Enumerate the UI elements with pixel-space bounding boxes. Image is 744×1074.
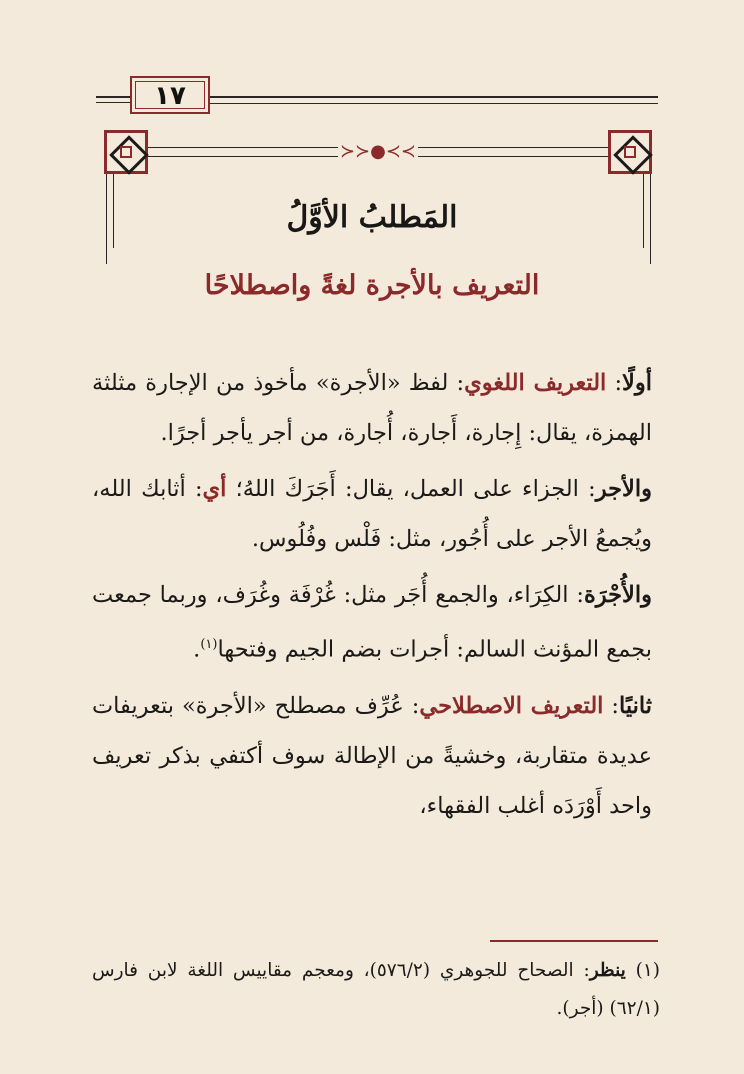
page-number: ١٧ [154, 81, 186, 111]
body-text [92, 358, 652, 837]
term-ujra: والأُجْرَة [583, 582, 652, 608]
term-linguistic-definition: التعريف اللغوي [464, 370, 607, 396]
colon: : [603, 692, 619, 719]
paragraph-ajr [92, 464, 652, 564]
term-technical-definition: التعريف الاصطلاحي [419, 692, 604, 719]
footnote-rule [490, 940, 658, 942]
ornament-left-icon [104, 130, 148, 174]
paragraph-3-text: : الكِرَاء، والجمع أُجَر مثل: غُرْفَة وغُرَف، وربما جمعت بجمع المؤنث السالم: أجرات بضم الجيم وفتحها [92, 582, 652, 663]
footnote-ref[interactable]: (١) [200, 637, 218, 652]
center-flourish-icon: ≻≻●≺≺ [339, 141, 417, 162]
colon: : [606, 370, 623, 396]
term-ajr: والأجر [595, 476, 652, 502]
lead-second: ثانيًا [618, 692, 653, 719]
lead-first: أولًا [622, 370, 652, 396]
section-subtitle: التعريف بالأجرة لغةً واصطلاحًا [204, 270, 540, 301]
frame-vline-right-inner [643, 174, 644, 248]
footnotes [92, 952, 660, 1028]
frame-rule-right-bottom [418, 156, 608, 157]
paragraph-4-text: : عُرِّف مصطلح «الأجرة» بتعريفات عديدة متقاربة، وخشيةً من الإطالة سوف أكتفي بذكر تعريف واحد أَوْرَدَه أغلب الفقهاء، [92, 692, 652, 819]
header-rule-left-thin [96, 102, 130, 103]
header-rule-right-thin [210, 103, 658, 104]
frame-rule-left-top [148, 147, 338, 148]
frame-vline-right-outer [650, 174, 651, 264]
paragraph-3-end: . [193, 636, 201, 663]
term-ay: أي [202, 476, 227, 502]
frame-rule-right-top [418, 147, 608, 148]
paragraph-technical-definition [92, 681, 652, 831]
paragraph-2-text-a: : الجزاء على العمل، يقال: أَجَرَكَ اللهُ؛ [226, 476, 596, 502]
header-rule-right [210, 96, 658, 98]
frame-vline-left-outer [106, 174, 107, 264]
paragraph-ujra [92, 570, 652, 675]
footnote-text: : الصحاح للجوهري (٥٧٦/٢)، ومعجم مقاييس اللغة لابن فارس (٦٢/١) (أجر). [92, 960, 660, 1019]
ornament-right-icon [608, 130, 652, 174]
paragraph-2-text-b: : أثابك الله، ويُجمعُ الأجر على أُجُور، مثل: فَلْس وفُلُوس. [92, 476, 652, 552]
footnote-lead: ينظر [589, 960, 626, 981]
section-title: المَطلبُ الأوَّلُ [286, 200, 458, 235]
header-rule-left [96, 96, 130, 98]
paragraph-1-text: : لفظ «الأجرة» مأخوذ من الإجارة مثلثة الهمزة، يقال: إِجارة، أَجارة، أُجارة، من أجر يأجر أجرًا. [92, 370, 652, 446]
footnote-marker: (١) [635, 960, 661, 981]
paragraph-linguistic-definition [92, 358, 652, 458]
frame-vline-left-inner [113, 174, 114, 248]
frame-rule-left-bottom [148, 156, 338, 157]
page-number-frame [130, 76, 210, 114]
